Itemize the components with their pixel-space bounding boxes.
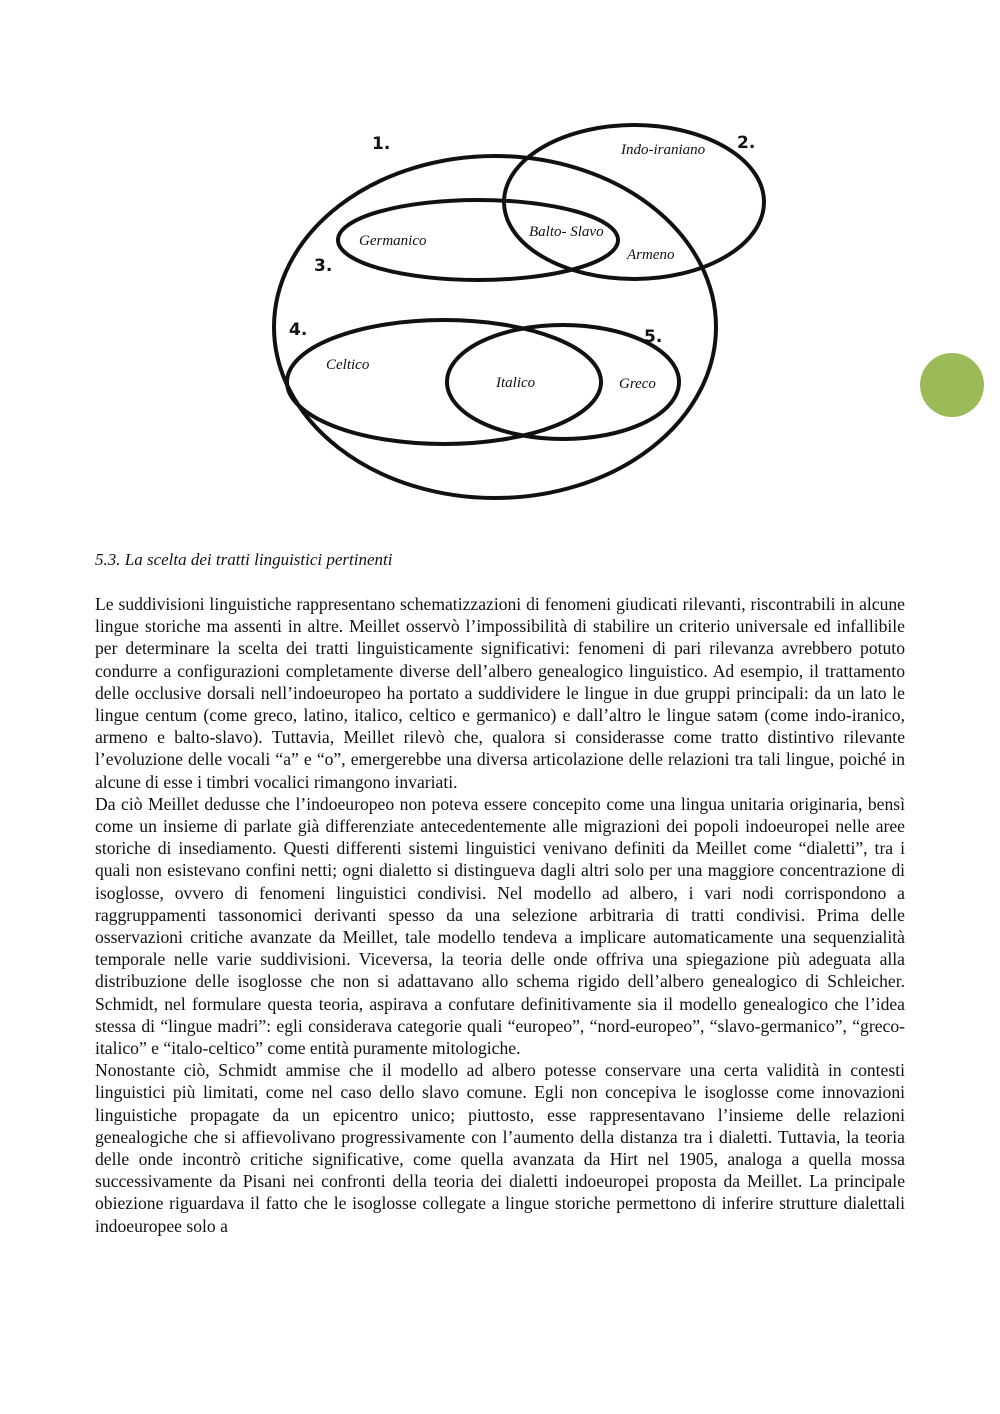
label-italic: Italico	[496, 375, 536, 391]
isogloss-diagram-svg	[0, 0, 1000, 520]
label-balto-slavic: Balto- Slavo	[529, 224, 604, 240]
region-number-1: 1.	[372, 134, 391, 154]
label-armenian: Armeno	[627, 247, 675, 263]
section-heading: 5.3. La scelta dei tratti linguistici pertinenti	[95, 550, 393, 569]
region-number-3: 3.	[314, 256, 333, 276]
region-number-5: 5.	[644, 327, 663, 347]
isogloss-diagram	[0, 0, 1000, 520]
paragraph: Le suddivisioni linguistiche rappresentano schematizzazioni di fenomeni giudicati rilevanti, riscontrabili in alcune lingue storiche ma assenti in altre. Meillet osservò l’impossibilità di stabilire un criterio universale ed infallibile per determinare la scelta dei tratti linguisticamente significativi: fenomeni di pari rilevanza avrebbero potuto condurre a configurazioni completamente diverse dell’albero genealogico linguistico. Ad esempio, il trattamento delle occlusive dorsali nell’indoeuropeo ha portato a suddividere le lingue in due gruppi principali: da un lato le lingue centum (come greco, latino, italico, celtico e germanico) e dall’altro le lingue satəm (come indo-iranico, armeno e balto-slavo). Tuttavia, Meillet rilevò che, qualora si considerasse come tratto distintivo rilevante l’evoluzione delle vocali “a” e “o”, emergerebbe una diversa articolazione delle relazioni tra tali lingue, poiché in alcune di esse i timbri vocalici rimangono invariati.	[95, 594, 905, 792]
label-germanic: Germanico	[359, 233, 427, 249]
region-number-4: 4.	[289, 320, 308, 340]
label-celtic: Celtico	[326, 357, 370, 373]
region-number-2: 2.	[737, 133, 756, 153]
body-text	[95, 593, 905, 1237]
isogloss-ellipse-4	[287, 320, 601, 444]
paragraph: Da ciò Meillet dedusse che l’indoeuropeo non poteva essere concepito come una lingua unitaria originaria, bensì come un insieme di parlate già differenziate antecedentemente alle migrazioni dei popoli indoeuropei nelle aree storiche di insediamento. Questi differenti sistemi linguistici venivano definiti da Meillet come “dialetti”, tra i quali non esistevano confini netti; ogni dialetto si distingueva dagli altri solo per una maggiore concentrazione di isoglosse, ovvero di fenomeni linguistici condivisi. Nel modello ad albero, i vari nodi corrispondono a raggruppamenti tassonomici derivanti spesso da una selezione arbitraria di tratti condivisi. Prima delle osservazioni critiche avanzate da Meillet, tale modello tendeva a implicare automaticamente una sequenzialità temporale nelle varie suddivisioni. Viceversa, la teoria delle onde offriva una spiegazione più adeguata alla distribuzione delle isoglosse che non si adattavano allo schema rigido dell’albero genealogico di Schleicher. Schmidt, nel formulare questa teoria, aspirava a confutare definitivamente sia il modello genealogico che l’idea stessa di “lingue madri”: egli considerava categorie quali “europeo”, “nord-europeo”, “slavo-germanico”, “greco-italico” e “italo-celtico” come entità puramente mitologiche.	[95, 793, 905, 1059]
label-greek: Greco	[619, 376, 656, 392]
label-indo-iranian: Indo-iraniano	[621, 142, 706, 158]
paragraph: Nonostante ciò, Schmidt ammise che il modello ad albero potesse conservare una certa validità in contesti linguistici più limitati, come nel caso dello slavo comune. Egli non concepiva le isoglosse come innovazioni linguistiche propagate da un epicentro unico; piuttosto, esse rappresentavano l’insieme delle relazioni genealogiche che si affievolivano progressivamente con l’aumento della distanza tra i dialetti. Tuttavia, la teoria delle onde incontrò critiche significative, come quella avanzata da Hirt nel 1905, analoga a quella mossa successivamente da Pisani nei confronti della teoria dei dialetti indoeuropei proposta da Meillet. La principale obiezione riguardava il fatto che le isoglosse collegate a lingue storiche permettono di inferire strutture dialettali indoeuropee solo a	[95, 1060, 905, 1236]
